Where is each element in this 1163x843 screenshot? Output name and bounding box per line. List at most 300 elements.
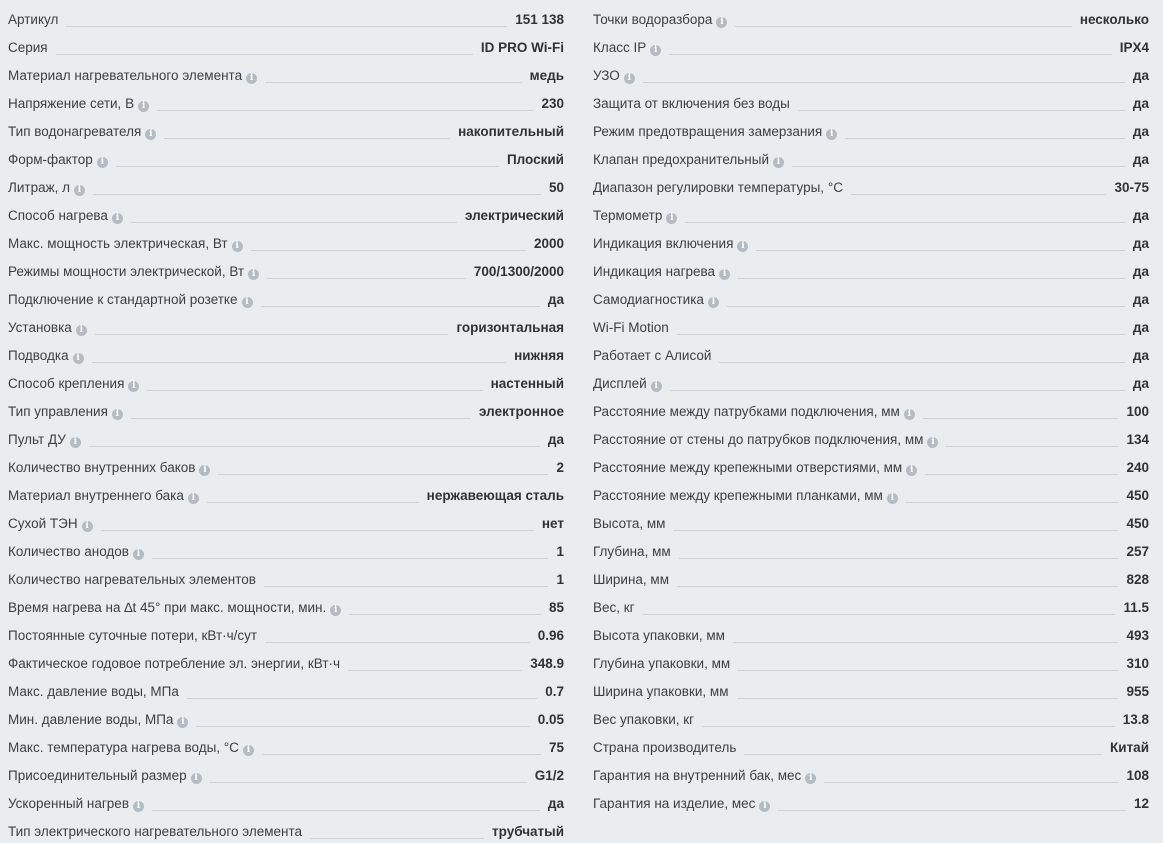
leader-line (643, 82, 1125, 83)
spec-label (593, 376, 662, 395)
spec-row (593, 395, 1149, 423)
leader-line (116, 166, 499, 167)
spec-label (8, 348, 84, 367)
info-icon[interactable]: i (651, 381, 662, 392)
spec-row (8, 647, 564, 675)
spec-label (593, 544, 671, 563)
info-icon[interactable]: i (716, 17, 727, 28)
spec-label (8, 292, 253, 311)
spec-value: нижняя (514, 348, 564, 363)
spec-value: горизонтальная (456, 320, 564, 335)
spec-label (593, 404, 915, 423)
spec-value: электронное (479, 404, 564, 419)
spec-value: 0.7 (545, 684, 564, 699)
spec-value: да (1132, 264, 1149, 279)
leader-line (792, 166, 1125, 167)
leader-line (251, 250, 526, 251)
spec-label-text: Ускоренный нагрев (8, 796, 129, 811)
spec-label (593, 796, 770, 815)
spec-label-text: Ширина упаковки, мм (593, 684, 729, 699)
spec-row (593, 451, 1149, 479)
spec-value: да (547, 292, 564, 307)
spec-row (593, 115, 1149, 143)
spec-label (593, 460, 917, 479)
info-icon[interactable]: i (138, 101, 149, 112)
spec-label (593, 432, 938, 451)
spec-label (593, 236, 748, 255)
leader-line (92, 362, 506, 363)
spec-value: да (1132, 236, 1149, 251)
spec-label-text: Дисплей (593, 376, 647, 391)
spec-row (593, 563, 1149, 591)
spec-value: Плоский (506, 152, 564, 167)
spec-label (593, 628, 725, 647)
leader-line (702, 726, 1115, 727)
spec-label (8, 488, 199, 507)
info-icon[interactable]: i (624, 73, 635, 84)
info-icon[interactable]: i (666, 213, 677, 224)
spec-label (593, 320, 669, 339)
spec-row (593, 199, 1149, 227)
spec-label-text: Макс. давление воды, МПа (8, 684, 179, 699)
leader-line (95, 334, 449, 335)
spec-label (593, 768, 816, 787)
spec-row (8, 367, 564, 395)
info-icon[interactable]: i (243, 745, 254, 756)
info-icon[interactable]: i (199, 465, 210, 476)
spec-label-text: Работает с Алисой (593, 348, 712, 363)
spec-value: 955 (1126, 684, 1149, 699)
spec-label (593, 208, 677, 227)
info-icon[interactable]: i (133, 801, 144, 812)
spec-label (593, 740, 736, 759)
spec-row (593, 143, 1149, 171)
spec-row (8, 143, 564, 171)
info-icon[interactable]: i (133, 549, 144, 560)
spec-label-text: Защита от включения без воды (593, 96, 790, 111)
leader-line (56, 54, 473, 55)
spec-row (8, 787, 564, 815)
spec-label-text: Расстояние между патрубками подключения, мм (593, 404, 900, 419)
leader-line (152, 810, 540, 811)
spec-label (8, 656, 340, 675)
spec-label-text: Индикация нагрева (593, 264, 716, 279)
info-icon[interactable]: i (232, 241, 243, 252)
spec-label (593, 684, 729, 703)
spec-label-text: Ширина, мм (593, 572, 669, 587)
spec-label-text: Макс. мощность электрическая, Вт (8, 236, 228, 251)
spec-value: 0.96 (537, 628, 564, 643)
leader-line (643, 614, 1116, 615)
info-icon[interactable]: i (708, 297, 719, 308)
spec-value: ID PRO Wi-Fi (480, 40, 564, 55)
leader-line (262, 754, 541, 755)
leader-line (349, 614, 541, 615)
spec-label (593, 488, 898, 507)
spec-label-text: Макс. температура нагрева воды, °C (8, 740, 239, 755)
leader-line (798, 110, 1125, 111)
spec-row (8, 451, 564, 479)
spec-value: G1/2 (534, 768, 564, 783)
info-icon[interactable]: i (76, 325, 87, 336)
spec-label-text: Глубина, мм (593, 544, 671, 559)
spec-row (8, 423, 564, 451)
leader-line (737, 698, 1119, 699)
spec-value: 134 (1126, 432, 1149, 447)
spec-value: да (547, 432, 564, 447)
leader-line (265, 82, 522, 83)
spec-row (8, 759, 564, 787)
spec-value: 12 (1133, 796, 1149, 811)
spec-value: Китай (1110, 740, 1149, 755)
spec-label-text: Расстояние от стены до патрубков подключения, мм (593, 432, 924, 447)
info-icon[interactable]: i (97, 157, 108, 168)
spec-label-text: Тип водонагревателя (8, 124, 142, 139)
spec-row (593, 59, 1149, 87)
spec-row (593, 759, 1149, 787)
spec-label-text: Литраж, л (8, 180, 71, 195)
spec-row (593, 339, 1149, 367)
spec-row (8, 115, 564, 143)
spec-row (593, 255, 1149, 283)
spec-label (8, 12, 58, 31)
spec-row (593, 619, 1149, 647)
spec-label (8, 236, 243, 255)
spec-label-text: Присоединительный размер (8, 768, 187, 783)
spec-label-text: Индикация включения (593, 236, 734, 251)
spec-value: да (1132, 152, 1149, 167)
spec-label-text: Тип электрического нагревательного элемента (8, 824, 303, 839)
info-icon[interactable]: i (248, 269, 259, 280)
leader-line (93, 194, 541, 195)
spec-label (8, 544, 144, 563)
leader-line (310, 838, 484, 839)
spec-row (593, 731, 1149, 759)
spec-value: да (1132, 320, 1149, 335)
specs-column-left (8, 3, 564, 843)
spec-row (8, 479, 564, 507)
spec-label-text: Способ нагрева (8, 208, 108, 223)
info-icon[interactable]: i (73, 353, 84, 364)
spec-value: электрический (465, 208, 564, 223)
spec-label-text: Подводка (8, 348, 69, 363)
leader-line (756, 250, 1125, 251)
spec-label (8, 96, 149, 115)
spec-row (8, 815, 564, 843)
specs-column-right (593, 3, 1149, 815)
spec-value: 450 (1126, 516, 1149, 531)
info-icon[interactable]: i (759, 801, 770, 812)
spec-label-text: Вес упаковки, кг (593, 712, 695, 727)
spec-label-text: Вес, кг (593, 600, 635, 615)
spec-label-text: Фактическое годовое потребление эл. энергии, кВт·ч (8, 656, 341, 671)
spec-label (8, 320, 87, 339)
spec-value: 75 (548, 740, 564, 755)
spec-label-text: Страна производитель (593, 740, 737, 755)
spec-label-text: Гарантия на изделие, мес (593, 796, 756, 811)
spec-row (593, 423, 1149, 451)
info-icon[interactable]: i (145, 129, 156, 140)
leader-line (218, 474, 548, 475)
spec-label (8, 572, 256, 591)
spec-label (593, 656, 730, 675)
spec-row (593, 171, 1149, 199)
leader-line (265, 642, 530, 643)
info-icon[interactable]: i (74, 185, 85, 196)
info-icon[interactable]: i (246, 73, 257, 84)
spec-label (8, 124, 156, 143)
spec-label-text: Гарантия на внутренний бак, мес (593, 768, 802, 783)
leader-line (101, 530, 534, 531)
spec-row (8, 311, 564, 339)
info-icon[interactable]: i (242, 297, 253, 308)
spec-label (8, 180, 85, 199)
leader-line (685, 222, 1125, 223)
leader-line (673, 530, 1118, 531)
spec-label-text: Серия (8, 40, 48, 55)
spec-row (593, 283, 1149, 311)
spec-label (593, 572, 669, 591)
leader-line (677, 334, 1125, 335)
spec-row (593, 675, 1149, 703)
spec-value: IPX4 (1119, 40, 1149, 55)
leader-line (131, 222, 457, 223)
leader-line (348, 670, 522, 671)
spec-label-text: Высота, мм (593, 516, 666, 531)
spec-label (593, 292, 719, 311)
spec-value: нет (541, 516, 564, 531)
spec-label (8, 740, 254, 759)
spec-value: 348.9 (530, 656, 564, 671)
spec-row (8, 171, 564, 199)
spec-label-text: Установка (8, 320, 72, 335)
spec-label (593, 264, 730, 283)
info-icon[interactable]: i (773, 157, 784, 168)
spec-row (8, 619, 564, 647)
spec-row (593, 479, 1149, 507)
spec-row (593, 787, 1149, 815)
spec-label (8, 264, 259, 283)
leader-line (66, 26, 507, 27)
leader-line (164, 138, 450, 139)
spec-value: 310 (1126, 656, 1149, 671)
spec-value: медь (529, 68, 564, 83)
spec-label-text: Время нагрева на ∆t 45° при макс. мощности, мин. (8, 600, 327, 615)
spec-value: 2000 (533, 236, 564, 251)
info-icon[interactable]: i (719, 269, 730, 280)
spec-value: 240 (1126, 460, 1149, 475)
spec-row (8, 507, 564, 535)
spec-value: 85 (548, 600, 564, 615)
spec-row (8, 731, 564, 759)
info-icon[interactable]: i (112, 213, 123, 224)
info-icon[interactable]: i (805, 773, 816, 784)
spec-label (8, 40, 48, 59)
leader-line (735, 26, 1071, 27)
spec-label (8, 712, 188, 731)
spec-row (593, 507, 1149, 535)
spec-label (593, 152, 784, 171)
leader-line (210, 782, 527, 783)
leader-line (738, 278, 1125, 279)
spec-label (593, 516, 665, 535)
info-icon[interactable]: i (826, 129, 837, 140)
spec-label-text: Количество анодов (8, 544, 129, 559)
info-icon[interactable]: i (904, 409, 915, 420)
leader-line (669, 54, 1111, 55)
spec-label (8, 404, 123, 423)
spec-label-text: Клапан предохранительный (593, 152, 770, 167)
leader-line (778, 810, 1126, 811)
spec-label-text: Форм-фактор (8, 152, 93, 167)
spec-row (593, 703, 1149, 731)
spec-value: 108 (1126, 768, 1149, 783)
info-icon[interactable]: i (112, 409, 123, 420)
spec-row (593, 311, 1149, 339)
spec-label-text: Материал внутреннего бака (8, 488, 184, 503)
info-icon[interactable]: i (927, 437, 938, 448)
leader-line (925, 474, 1118, 475)
spec-value: трубчатый (492, 824, 564, 839)
spec-label-text: Подключение к стандартной розетке (8, 292, 238, 307)
spec-value: да (547, 796, 564, 811)
spec-label-text: Постоянные суточные потери, кВт·ч/сут (8, 628, 258, 643)
spec-value: да (1132, 208, 1149, 223)
spec-label-text: Глубина упаковки, мм (593, 656, 731, 671)
spec-label (8, 768, 202, 787)
info-icon[interactable]: i (191, 773, 202, 784)
spec-label-text: Количество нагревательных элементов (8, 572, 256, 587)
leader-line (727, 306, 1125, 307)
spec-row (8, 227, 564, 255)
info-icon[interactable]: i (128, 381, 139, 392)
spec-label-text: Высота упаковки, мм (593, 628, 725, 643)
info-icon[interactable]: i (82, 521, 93, 532)
spec-row (593, 227, 1149, 255)
leader-line (264, 586, 549, 587)
spec-value: нержавеющая сталь (426, 488, 564, 503)
spec-label (8, 376, 139, 395)
spec-label-text: Расстояние между крепежными планками, мм (593, 488, 883, 503)
spec-row (8, 675, 564, 703)
spec-label-text: Тип управления (8, 404, 108, 419)
leader-line (824, 782, 1118, 783)
leader-line (719, 362, 1125, 363)
spec-row (8, 87, 564, 115)
spec-value: 100 (1126, 404, 1149, 419)
leader-line (679, 558, 1119, 559)
leader-line (187, 698, 537, 699)
spec-value: 151 138 (515, 12, 564, 27)
spec-value: 2 (556, 460, 564, 475)
spec-label-text: Напряжение сети, В (8, 96, 135, 111)
spec-label (593, 600, 635, 619)
spec-value: накопительный (458, 124, 564, 139)
spec-label (593, 12, 727, 31)
spec-row (8, 199, 564, 227)
spec-value: да (1132, 124, 1149, 139)
spec-label-text: Расстояние между крепежными отверстиями, мм (593, 460, 903, 475)
spec-value: 1 (556, 572, 564, 587)
info-icon[interactable]: i (188, 493, 199, 504)
spec-label-text: Термометр (593, 208, 663, 223)
spec-label-text: Диапазон регулировки температуры, °C (593, 180, 843, 195)
info-icon[interactable]: i (177, 717, 188, 728)
spec-label (8, 628, 257, 647)
spec-label (8, 152, 108, 171)
spec-row (8, 563, 564, 591)
info-icon[interactable]: i (737, 241, 748, 252)
spec-row (593, 535, 1149, 563)
leader-line (851, 194, 1107, 195)
spec-label (593, 124, 837, 143)
leader-line (152, 558, 549, 559)
leader-line (845, 138, 1125, 139)
spec-row (8, 703, 564, 731)
leader-line (157, 110, 533, 111)
spec-label (593, 68, 635, 87)
spec-value: да (1132, 376, 1149, 391)
spec-value: 0.05 (537, 712, 564, 727)
info-icon[interactable]: i (650, 45, 661, 56)
leader-line (744, 754, 1102, 755)
leader-line (670, 390, 1125, 391)
spec-label-text: Способ крепления (8, 376, 125, 391)
spec-value: да (1132, 348, 1149, 363)
spec-row (8, 3, 564, 31)
spec-label-text: Режимы мощности электрической, Вт (8, 264, 245, 279)
spec-row (593, 591, 1149, 619)
spec-value: да (1132, 68, 1149, 83)
spec-row (8, 339, 564, 367)
spec-label-text: Класс IP (593, 40, 647, 55)
spec-value: да (1132, 292, 1149, 307)
spec-row (8, 283, 564, 311)
spec-label (8, 796, 144, 815)
info-icon[interactable]: i (330, 605, 341, 616)
spec-value: настенный (490, 376, 564, 391)
spec-value: 230 (541, 96, 564, 111)
spec-value: 50 (548, 180, 564, 195)
spec-row (8, 31, 564, 59)
spec-label-text: Количество внутренних баков (8, 460, 196, 475)
spec-label (593, 96, 790, 115)
leader-line (906, 502, 1119, 503)
spec-label-text: Сухой ТЭН (8, 516, 78, 531)
spec-label-text: Пульт ДУ (8, 432, 66, 447)
leader-line (196, 726, 529, 727)
spec-value: несколько (1079, 12, 1149, 27)
spec-label-text: Wi-Fi Motion (593, 320, 669, 335)
spec-value: 13.8 (1122, 712, 1149, 727)
spec-row (8, 59, 564, 87)
spec-row (593, 647, 1149, 675)
info-icon[interactable]: i (906, 465, 917, 476)
spec-label-text: Материал нагревательного элемента (8, 68, 243, 83)
spec-label (8, 208, 123, 227)
spec-value: 11.5 (1123, 600, 1149, 615)
info-icon[interactable]: i (887, 493, 898, 504)
spec-row (593, 31, 1149, 59)
spec-value: 450 (1126, 488, 1149, 503)
spec-label (593, 180, 843, 199)
spec-label (593, 712, 694, 731)
spec-row (593, 87, 1149, 115)
leader-line (923, 418, 1119, 419)
spec-value: 1 (556, 544, 564, 559)
info-icon[interactable]: i (70, 437, 81, 448)
spec-value: да (1132, 96, 1149, 111)
